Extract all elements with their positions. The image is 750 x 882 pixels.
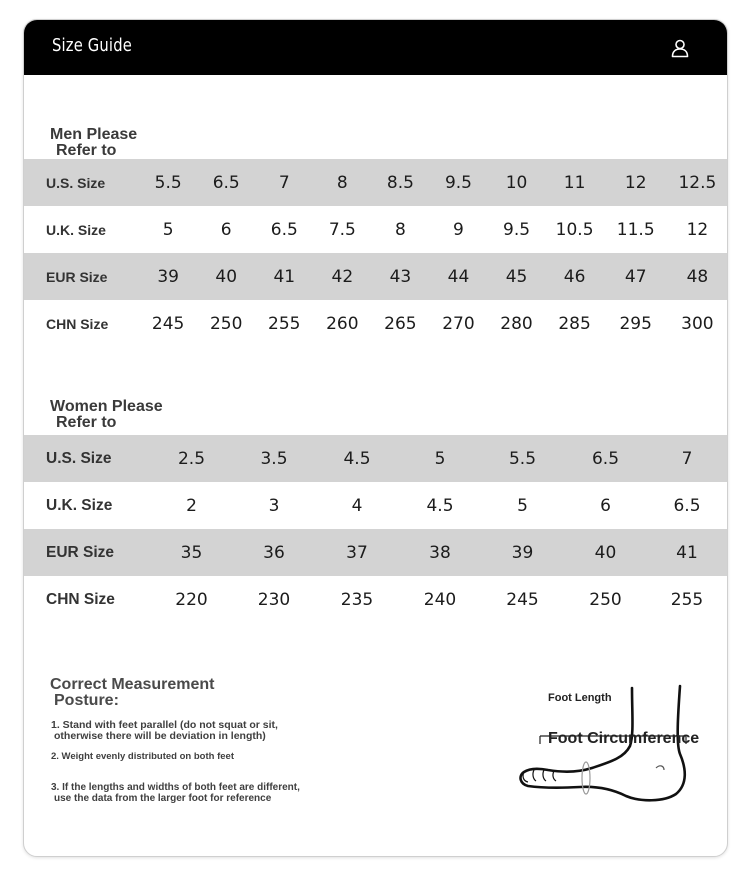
size-cell: 39: [481, 529, 564, 576]
posture-note-3-line2: use the data from the larger foot for reference: [54, 793, 272, 804]
row-label: U.S. Size: [24, 159, 139, 206]
size-cell: 48: [668, 253, 727, 300]
men-title-line2: Refer to: [56, 142, 117, 159]
row-label: U.K. Size: [46, 496, 113, 514]
size-cell: 11.5: [616, 219, 655, 240]
size-cell: 11: [546, 159, 604, 206]
size-cell: 8.5: [371, 159, 429, 206]
posture-note-1-line2: otherwise there will be deviation in length): [54, 730, 266, 742]
women-size-row: [24, 435, 727, 482]
size-cell: 300: [681, 313, 714, 334]
men-title-line1: Men Please: [50, 126, 138, 143]
foot-circumference-label: Foot Circumference: [548, 730, 700, 747]
size-cell: 40: [197, 253, 255, 300]
row-label: U.S. Size: [24, 435, 150, 482]
size-cell: 8: [394, 219, 406, 240]
size-cell: 295: [619, 313, 652, 334]
foot-length-label: Foot Length: [548, 692, 612, 704]
men-size-row: [24, 159, 727, 206]
women-size-table: [24, 435, 727, 623]
size-cell: 9.5: [503, 219, 531, 240]
size-cell: 37: [315, 529, 399, 576]
size-cell: 6: [600, 495, 611, 516]
size-cell: 250: [209, 313, 243, 334]
size-cell: 250: [589, 589, 622, 610]
posture-title-line1: Correct Measurement: [50, 676, 215, 693]
size-cell: 5: [517, 495, 528, 516]
size-cell: 7.5: [328, 219, 356, 240]
size-cell: 9.5: [429, 159, 487, 206]
row-label: U.K. Size: [46, 221, 106, 238]
size-cell: 5: [162, 219, 174, 240]
size-cell: 38: [399, 529, 481, 576]
size-cell: 9: [453, 219, 464, 240]
women-section-title: [50, 399, 163, 431]
posture-note-3: [51, 782, 300, 804]
size-cell: 230: [257, 589, 291, 610]
size-cell: 10: [488, 159, 546, 206]
size-cell: 6.5: [197, 159, 255, 206]
page-title: Size Guide: [52, 35, 132, 56]
size-cell: 35: [150, 529, 233, 576]
size-cell: 41: [647, 529, 727, 576]
size-cell: 10.5: [555, 219, 594, 240]
size-cell: 4: [351, 495, 363, 516]
size-cell: 4.5: [426, 495, 454, 516]
size-cell: 285: [558, 313, 591, 334]
size-cell: 255: [268, 313, 301, 334]
size-cell: 6: [220, 219, 232, 240]
size-cell: 6.5: [270, 219, 298, 240]
size-cell: 245: [151, 313, 185, 334]
size-cell: 40: [564, 529, 647, 576]
men-size-row: [24, 253, 727, 300]
posture-title: [50, 677, 215, 709]
size-cell: 2: [186, 495, 197, 516]
women-size-row: [24, 482, 727, 529]
header-bar: [24, 20, 727, 75]
size-cell: 12: [686, 219, 709, 240]
size-cell: 7: [255, 159, 313, 206]
row-label: CHN Size: [46, 315, 109, 332]
size-cell: 43: [371, 253, 429, 300]
men-size-row: [24, 300, 727, 347]
size-cell: 255: [670, 589, 704, 610]
posture-note-1-line1: 1. Stand with feet parallel (do not squat or sit,: [51, 719, 278, 731]
size-cell: 2.5: [150, 435, 233, 482]
size-cell: 265: [384, 313, 417, 334]
posture-note-2-text: 2. Weight evenly distributed on both feet: [51, 751, 234, 762]
posture-note-2: [51, 751, 234, 762]
size-cell: 4.5: [315, 435, 399, 482]
size-cell: 280: [500, 313, 533, 334]
size-cell: 5: [399, 435, 481, 482]
size-cell: 240: [423, 589, 457, 610]
size-cell: 44: [429, 253, 487, 300]
size-cell: 42: [313, 253, 371, 300]
men-size-table: [24, 159, 727, 347]
size-cell: 5.5: [481, 435, 564, 482]
women-size-row: [24, 576, 727, 623]
size-cell: 6.5: [673, 495, 701, 516]
size-cell: 220: [175, 589, 208, 610]
men-section-title: [50, 127, 137, 159]
size-cell: 46: [546, 253, 604, 300]
women-size-row: [24, 529, 727, 576]
size-cell: 7: [647, 435, 727, 482]
size-guide-card: [23, 19, 728, 857]
men-size-row: [24, 206, 727, 253]
posture-note-3-line1: 3. If the lengths and widths of both feet are different,: [51, 782, 300, 793]
row-label: EUR Size: [24, 529, 150, 576]
size-cell: 5.5: [139, 159, 197, 206]
size-cell: 3.5: [233, 435, 315, 482]
size-cell: 6.5: [564, 435, 647, 482]
size-cell: 245: [506, 589, 539, 610]
size-cell: 260: [326, 313, 359, 334]
size-cell: 12.5: [668, 159, 727, 206]
women-title-line1: Women Please: [50, 398, 163, 415]
size-cell: 235: [340, 589, 374, 610]
posture-title-line2: Posture:: [54, 692, 119, 709]
size-cell: 47: [604, 253, 668, 300]
size-cell: 3: [268, 495, 280, 516]
user-icon[interactable]: [670, 38, 690, 58]
size-cell: 39: [139, 253, 197, 300]
row-label: EUR Size: [24, 253, 139, 300]
size-cell: 41: [255, 253, 313, 300]
size-cell: 45: [488, 253, 546, 300]
size-cell: 270: [442, 313, 475, 334]
row-label: CHN Size: [46, 590, 115, 608]
size-cell: 8: [313, 159, 371, 206]
foot-diagram: [514, 684, 724, 804]
posture-note-1: [51, 720, 278, 742]
size-cell: 36: [233, 529, 315, 576]
size-cell: 12: [604, 159, 668, 206]
women-title-line2: Refer to: [56, 414, 117, 431]
